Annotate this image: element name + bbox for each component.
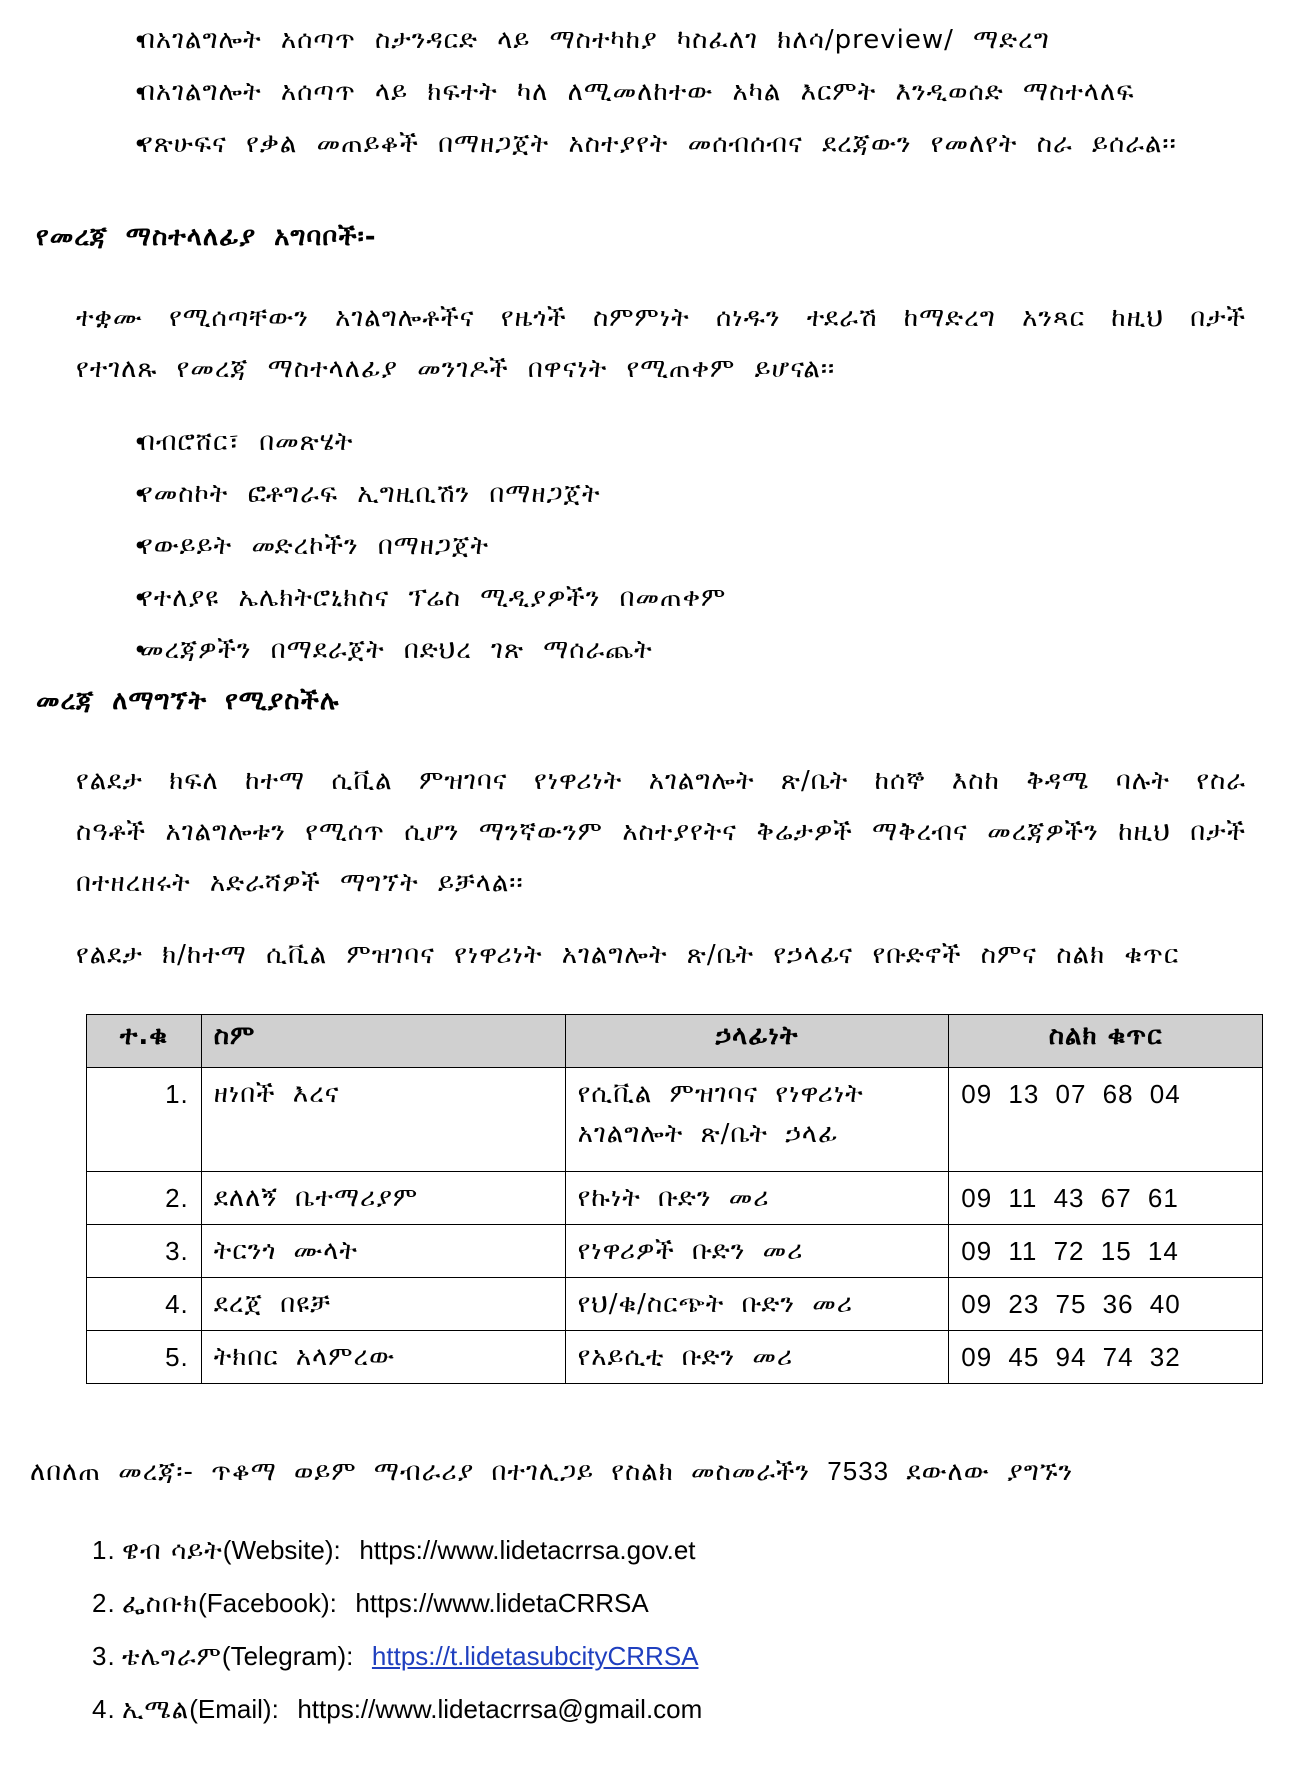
cell-phone: 09 45 94 74 32 xyxy=(949,1331,1263,1384)
cell-role: የህ/ቁ/ስርጭት ቡድን መሪ xyxy=(565,1278,949,1331)
list-item: • የጽሁፍና የቃል መጠይቆች በማዘጋጀት አስተያየት መሰብሰብና ደረጃውን የመለየት ስራ ይሰራል፡፡ xyxy=(0,118,1297,170)
link-type: (Email): xyxy=(189,1694,279,1724)
table-row xyxy=(87,1172,1263,1225)
table-header-row xyxy=(87,1015,1263,1068)
item-number: 2. xyxy=(92,1588,116,1618)
link-label: ዌብ ሳይት xyxy=(122,1536,223,1566)
telegram-link[interactable]: https://t.lidetasubcityCRRSA xyxy=(371,1641,699,1671)
access-paragraph: የልደታ ክፍለ ከተማ ሲቪል ምዝገባና የነዋሪነት አገልግሎት ጽ/ቤት ከሰኞ እስከ ቅዳሜ ባሉት የስራ ስዓቶች አገልግሎቱን የሚሰጥ ሲሆን ማንኛውንም አስተያየትና ቅሬታዎች ማቅረብና መረጃዎችን ከዚህ በታች በተዘረዘሩት አድራሻዎች ማግኘት ይቻላል፡፡ xyxy=(76,766,1246,898)
list-item: • የውይይት መድረኮችን በማዘጋጀት xyxy=(0,520,1297,572)
info-methods-heading: የመረጃ ማስተላለፊያ አግባቦች፡- xyxy=(36,222,377,252)
cell-role: የሲቪል ምዝገባና የነዋሪነት አገልግሎት ጽ/ቤት ኃላፊ xyxy=(565,1068,949,1172)
cell-name: ዘነበች እረና xyxy=(201,1068,565,1172)
cell-phone: 09 23 75 36 40 xyxy=(949,1278,1263,1331)
list-item: • መረጃዎችን በማደራጀት በድህረ ገጽ ማሰራጨት xyxy=(0,624,1297,676)
list-item xyxy=(0,1577,702,1630)
cell-name: ደረጀ በዩቻ xyxy=(201,1278,565,1331)
link-label: ፌስቡክ xyxy=(122,1589,199,1619)
table-row xyxy=(87,1068,1263,1172)
list-item xyxy=(0,1683,702,1736)
cell-name: ደለለኝ ቤተማሪያም xyxy=(201,1172,565,1225)
cell-phone: 09 11 72 15 14 xyxy=(949,1225,1263,1278)
cell-number: 1. xyxy=(87,1068,202,1172)
list-item: • በብሮሸር፣ በመጽሄት xyxy=(0,416,1297,468)
more-info-text: ለበለጠ መረጃ፡- ጥቆማ ወይም ማብራሪያ በተገሊጋይ የስልክ መስመራችን xyxy=(30,1457,828,1487)
access-heading: መረጃ ለማግኘት የሚያስችሉ xyxy=(36,686,340,716)
cell-number: 5. xyxy=(87,1331,202,1384)
list-item: • በአገልግሎት አሰጣጥ ላይ ክፍተት ካለ ለሚመለከተው አካል እርምት እንዲወሰድ ማስተላለፍ xyxy=(0,66,1297,118)
cell-name: ትርንጎ ሙላት xyxy=(201,1225,565,1278)
table-row xyxy=(87,1278,1263,1331)
column-header-role: ኃላፊነት xyxy=(565,1015,949,1068)
link-type: (Facebook): xyxy=(198,1588,337,1618)
more-info-line xyxy=(30,1456,1073,1488)
item-number: 4. xyxy=(92,1694,116,1724)
list-item: • በአገልግሎት አሰጣጥ ስታንዳርድ ላይ ማስተካከያ ካስፈለገ ክለሳ/preview/ ማድረግ xyxy=(0,14,1297,66)
list-item: • የተለያዩ ኤሌክትሮኒክስና ፕሬስ ሚዲያዎችን በመጠቀም xyxy=(0,572,1297,624)
website-url[interactable]: https://www.lidetacrrsa.gov.et xyxy=(359,1535,696,1565)
more-info-text-end: ደውለው ያግኙን xyxy=(889,1457,1074,1487)
cell-role: የኩነት ቡድን መሪ xyxy=(565,1172,949,1225)
table-caption: የልደታ ክ/ከተማ ሲቪል ምዝገባና የነዋሪነት አገልግሎት ጽ/ቤት የኃላፊና የቡድኖች ስምና ስልክ ቁጥር xyxy=(76,940,1180,970)
top-bullet-list xyxy=(0,14,1297,170)
link-type: (Website): xyxy=(222,1535,341,1565)
table-row xyxy=(87,1225,1263,1278)
contact-links-list xyxy=(0,1524,702,1736)
table-row xyxy=(87,1331,1263,1384)
item-number: 3. xyxy=(92,1641,116,1671)
info-methods-list xyxy=(0,416,1297,676)
email-address[interactable]: https://www.lidetacrrsa@gmail.com xyxy=(297,1694,703,1724)
link-type: (Telegram): xyxy=(221,1641,354,1671)
link-label: ቴሌግራም xyxy=(122,1642,222,1672)
cell-number: 3. xyxy=(87,1225,202,1278)
facebook-url[interactable]: https://www.lidetaCRRSA xyxy=(355,1588,649,1618)
cell-name: ትክበር አላምረው xyxy=(201,1331,565,1384)
list-item xyxy=(0,1524,702,1577)
column-header-name: ስም xyxy=(201,1015,565,1068)
item-number: 1. xyxy=(92,1535,116,1565)
cell-role: የነዋሪዎች ቡድን መሪ xyxy=(565,1225,949,1278)
cell-number: 4. xyxy=(87,1278,202,1331)
info-methods-intro: ተቋሙ የሚሰጣቸውን አገልግሎቶችና የዜጎች ስምምነት ሰነዱን ተደራሽ ከማድረግ አንጻር ከዚህ በታች የተገለጹ የመረጃ ማስተላለፊያ መንገዶች በዋናነት የሚጠቀም ይሆናል፡፡ xyxy=(76,303,1246,384)
cell-role: የአይሲቲ ቡድን መሪ xyxy=(565,1331,949,1384)
list-item xyxy=(0,1630,702,1683)
link-label: ኢሜል xyxy=(122,1695,190,1725)
column-header-number: ተ.ቁ xyxy=(87,1015,202,1068)
contacts-table xyxy=(86,1014,1263,1384)
hotline-number: 7533 xyxy=(827,1456,890,1486)
column-header-phone: ስልክ ቁጥር xyxy=(949,1015,1263,1068)
list-item: • የመስኮት ፎቶግራፍ ኢግዚቢሽን በማዘጋጀት xyxy=(0,468,1297,520)
cell-phone: 09 11 43 67 61 xyxy=(949,1172,1263,1225)
cell-number: 2. xyxy=(87,1172,202,1225)
cell-phone: 09 13 07 68 04 xyxy=(949,1068,1263,1172)
